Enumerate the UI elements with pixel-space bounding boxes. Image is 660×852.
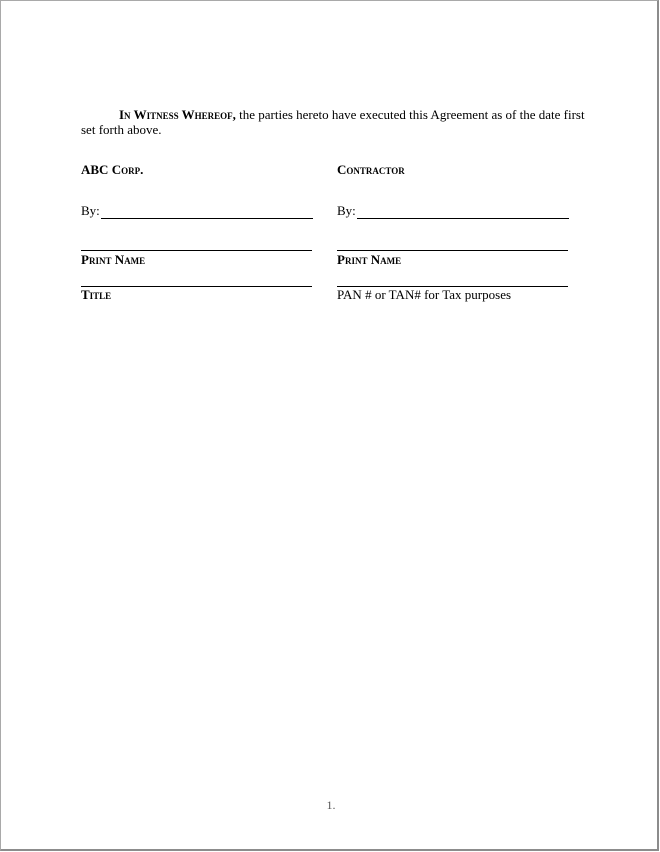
witness-lead: In Witness Whereof, [119, 107, 236, 122]
left-print-name-line[interactable] [81, 250, 312, 251]
right-by-label: By: [337, 203, 356, 218]
left-by-label: By: [81, 203, 100, 218]
right-by-signature-line[interactable] [357, 206, 569, 219]
witness-clause [81, 107, 586, 137]
right-print-name-label: Print Name [337, 252, 402, 267]
right-print-name-line[interactable] [337, 250, 568, 251]
left-title-line[interactable] [81, 286, 312, 287]
right-tax-label: PAN # or TAN# for Tax purposes [337, 287, 512, 302]
left-print-name-label: Print Name [81, 252, 146, 267]
right-party-name: Contractor [337, 162, 405, 177]
page-number: 1. [326, 798, 336, 812]
left-by-row [81, 203, 313, 219]
left-title-label: Title [81, 287, 112, 302]
witness-text: the parties hereto have executed this Agreement as of the date first set forth above. [81, 107, 585, 137]
left-by-signature-line[interactable] [101, 206, 313, 219]
right-by-row [337, 203, 569, 219]
left-party-name: ABC Corp. [81, 162, 144, 177]
